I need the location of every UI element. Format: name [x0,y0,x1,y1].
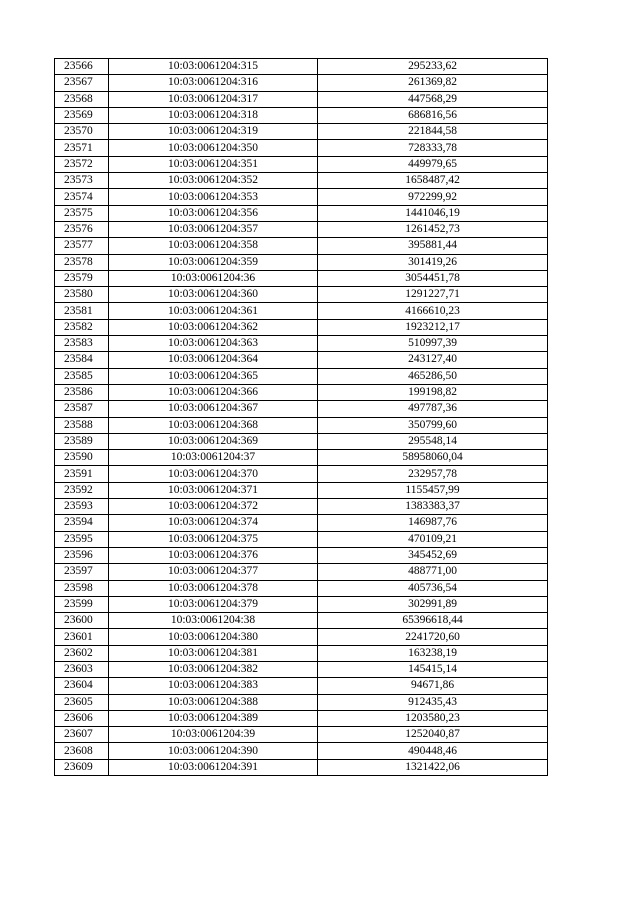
cadastral-value-cell: 146987,76 [318,515,548,531]
cadastral-value-cell: 4166610,23 [318,303,548,319]
cadastral-value-cell: 221844,58 [318,124,548,140]
cadastral-value-cell: 490448,46 [318,743,548,759]
table-row [55,417,548,433]
row-number-cell: 23601 [55,629,109,645]
table-row [55,727,548,743]
table-row [55,645,548,661]
cadastral-number-cell: 10:03:0061204:318 [109,107,318,123]
cadastral-value-cell: 912435,43 [318,694,548,710]
row-number-cell: 23576 [55,221,109,237]
cadastral-number-cell: 10:03:0061204:370 [109,466,318,482]
row-number-cell: 23602 [55,645,109,661]
row-number-cell: 23608 [55,743,109,759]
cadastral-value-cell: 972299,92 [318,189,548,205]
cadastral-number-cell: 10:03:0061204:366 [109,384,318,400]
table-row [55,629,548,645]
cadastral-number-cell: 10:03:0061204:390 [109,743,318,759]
cadastral-value-cell: 497787,36 [318,401,548,417]
row-number-cell: 23571 [55,140,109,156]
table-row [55,254,548,270]
cadastral-value-cell: 2241720,60 [318,629,548,645]
row-number-cell: 23594 [55,515,109,531]
cadastral-number-cell: 10:03:0061204:381 [109,645,318,661]
row-number-cell: 23605 [55,694,109,710]
cadastral-value-cell: 295548,14 [318,433,548,449]
row-number-cell: 23580 [55,287,109,303]
table-row [55,515,548,531]
cadastral-number-cell: 10:03:0061204:358 [109,238,318,254]
row-number-cell: 23574 [55,189,109,205]
table-row [55,352,548,368]
row-number-cell: 23589 [55,433,109,449]
row-number-cell: 23572 [55,156,109,172]
cadastral-number-cell: 10:03:0061204:388 [109,694,318,710]
table-row [55,596,548,612]
table-row [55,156,548,172]
cadastral-value-cell: 350799,60 [318,417,548,433]
table-row [55,287,548,303]
row-number-cell: 23566 [55,59,109,75]
row-number-cell: 23606 [55,710,109,726]
cadastral-number-cell: 10:03:0061204:359 [109,254,318,270]
cadastral-number-cell: 10:03:0061204:357 [109,221,318,237]
cadastral-number-cell: 10:03:0061204:379 [109,596,318,612]
cadastral-number-cell: 10:03:0061204:389 [109,710,318,726]
row-number-cell: 23581 [55,303,109,319]
row-number-cell: 23591 [55,466,109,482]
cadastral-number-cell: 10:03:0061204:316 [109,75,318,91]
cadastral-value-cell: 488771,00 [318,564,548,580]
cadastral-number-cell: 10:03:0061204:362 [109,319,318,335]
table-row [55,384,548,400]
cadastral-number-cell: 10:03:0061204:368 [109,417,318,433]
cadastral-value-cell: 94671,86 [318,678,548,694]
row-number-cell: 23585 [55,368,109,384]
cadastral-value-table [54,58,548,776]
row-number-cell: 23586 [55,384,109,400]
table-row [55,547,548,563]
table-row [55,499,548,515]
table-row [55,482,548,498]
row-number-cell: 23604 [55,678,109,694]
row-number-cell: 23597 [55,564,109,580]
cadastral-value-cell: 447568,29 [318,91,548,107]
table-row [55,531,548,547]
cadastral-value-cell: 465286,50 [318,368,548,384]
cadastral-value-cell: 302991,89 [318,596,548,612]
table-row [55,613,548,629]
cadastral-number-cell: 10:03:0061204:352 [109,173,318,189]
table-row [55,759,548,775]
cadastral-value-cell: 261369,82 [318,75,548,91]
row-number-cell: 23569 [55,107,109,123]
table-row [55,59,548,75]
cadastral-value-cell: 1441046,19 [318,205,548,221]
cadastral-value-cell: 295233,62 [318,59,548,75]
table-row [55,91,548,107]
cadastral-value-cell: 395881,44 [318,238,548,254]
cadastral-number-cell: 10:03:0061204:351 [109,156,318,172]
table-row [55,107,548,123]
row-number-cell: 23588 [55,417,109,433]
table-row [55,189,548,205]
table-row [55,743,548,759]
cadastral-value-cell: 449979,65 [318,156,548,172]
cadastral-number-cell: 10:03:0061204:372 [109,499,318,515]
cadastral-number-cell: 10:03:0061204:367 [109,401,318,417]
cadastral-value-cell: 58958060,04 [318,450,548,466]
table-row [55,173,548,189]
cadastral-number-cell: 10:03:0061204:365 [109,368,318,384]
row-number-cell: 23599 [55,596,109,612]
row-number-cell: 23603 [55,661,109,677]
row-number-cell: 23570 [55,124,109,140]
table-row [55,319,548,335]
cadastral-number-cell: 10:03:0061204:380 [109,629,318,645]
table-row [55,238,548,254]
table-row [55,368,548,384]
table-row [55,466,548,482]
row-number-cell: 23582 [55,319,109,335]
cadastral-number-cell: 10:03:0061204:353 [109,189,318,205]
cadastral-number-cell: 10:03:0061204:356 [109,205,318,221]
cadastral-number-cell: 10:03:0061204:377 [109,564,318,580]
cadastral-value-cell: 510997,39 [318,336,548,352]
row-number-cell: 23598 [55,580,109,596]
cadastral-number-cell: 10:03:0061204:369 [109,433,318,449]
cadastral-value-cell: 65396618,44 [318,613,548,629]
cadastral-number-cell: 10:03:0061204:363 [109,336,318,352]
row-number-cell: 23583 [55,336,109,352]
table-row [55,450,548,466]
cadastral-number-cell: 10:03:0061204:315 [109,59,318,75]
table-row [55,270,548,286]
table-row [55,710,548,726]
row-number-cell: 23567 [55,75,109,91]
cadastral-value-cell: 1321422,06 [318,759,548,775]
row-number-cell: 23593 [55,499,109,515]
table-row [55,205,548,221]
cadastral-value-cell: 1203580,23 [318,710,548,726]
cadastral-number-cell: 10:03:0061204:378 [109,580,318,596]
table-row [55,336,548,352]
row-number-cell: 23607 [55,727,109,743]
table-row [55,661,548,677]
cadastral-value-cell: 163238,19 [318,645,548,661]
cadastral-number-cell: 10:03:0061204:317 [109,91,318,107]
cadastral-number-cell: 10:03:0061204:364 [109,352,318,368]
cadastral-number-cell: 10:03:0061204:39 [109,727,318,743]
cadastral-value-cell: 199198,82 [318,384,548,400]
cadastral-value-cell: 3054451,78 [318,270,548,286]
cadastral-value-cell: 1658487,42 [318,173,548,189]
cadastral-number-cell: 10:03:0061204:37 [109,450,318,466]
cadastral-value-cell: 728333,78 [318,140,548,156]
row-number-cell: 23595 [55,531,109,547]
cadastral-number-cell: 10:03:0061204:36 [109,270,318,286]
cadastral-number-cell: 10:03:0061204:382 [109,661,318,677]
cadastral-value-cell: 1923212,17 [318,319,548,335]
table-row [55,694,548,710]
cadastral-value-cell: 470109,21 [318,531,548,547]
cadastral-number-cell: 10:03:0061204:361 [109,303,318,319]
cadastral-value-cell: 686816,56 [318,107,548,123]
cadastral-value-cell: 1291227,71 [318,287,548,303]
table-body [55,59,548,776]
cadastral-number-cell: 10:03:0061204:319 [109,124,318,140]
cadastral-value-cell: 1383383,37 [318,499,548,515]
table-row [55,140,548,156]
cadastral-number-cell: 10:03:0061204:38 [109,613,318,629]
cadastral-value-cell: 1252040,87 [318,727,548,743]
table-row [55,401,548,417]
row-number-cell: 23575 [55,205,109,221]
document-page [54,58,547,776]
cadastral-number-cell: 10:03:0061204:371 [109,482,318,498]
cadastral-value-cell: 232957,78 [318,466,548,482]
table-row [55,75,548,91]
cadastral-value-cell: 145415,14 [318,661,548,677]
row-number-cell: 23587 [55,401,109,417]
cadastral-number-cell: 10:03:0061204:376 [109,547,318,563]
cadastral-number-cell: 10:03:0061204:383 [109,678,318,694]
cadastral-value-cell: 405736,54 [318,580,548,596]
cadastral-number-cell: 10:03:0061204:375 [109,531,318,547]
cadastral-number-cell: 10:03:0061204:391 [109,759,318,775]
row-number-cell: 23590 [55,450,109,466]
row-number-cell: 23596 [55,547,109,563]
table-row [55,678,548,694]
table-row [55,564,548,580]
row-number-cell: 23579 [55,270,109,286]
row-number-cell: 23584 [55,352,109,368]
table-row [55,580,548,596]
row-number-cell: 23568 [55,91,109,107]
table-row [55,124,548,140]
cadastral-number-cell: 10:03:0061204:350 [109,140,318,156]
row-number-cell: 23573 [55,173,109,189]
row-number-cell: 23578 [55,254,109,270]
table-row [55,433,548,449]
cadastral-value-cell: 1261452,73 [318,221,548,237]
cadastral-value-cell: 1155457,99 [318,482,548,498]
cadastral-value-cell: 243127,40 [318,352,548,368]
cadastral-number-cell: 10:03:0061204:360 [109,287,318,303]
cadastral-number-cell: 10:03:0061204:374 [109,515,318,531]
row-number-cell: 23592 [55,482,109,498]
cadastral-value-cell: 301419,26 [318,254,548,270]
table-row [55,221,548,237]
row-number-cell: 23600 [55,613,109,629]
table-row [55,303,548,319]
row-number-cell: 23609 [55,759,109,775]
row-number-cell: 23577 [55,238,109,254]
cadastral-value-cell: 345452,69 [318,547,548,563]
